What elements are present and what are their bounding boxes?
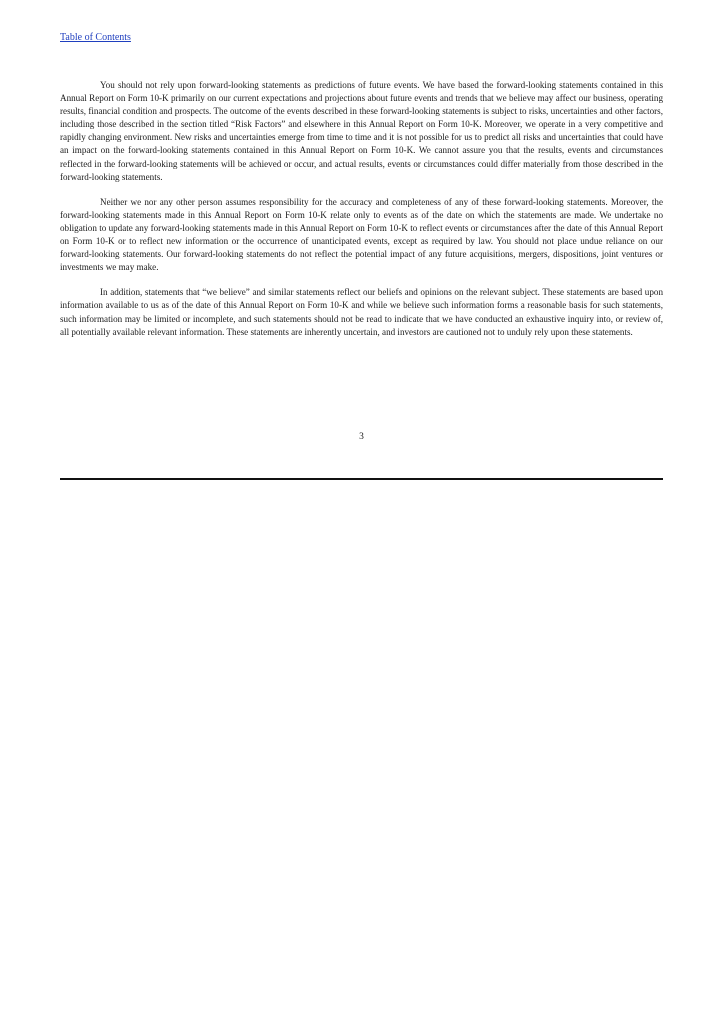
document-body [60,79,663,351]
page-number: 3 [359,432,364,442]
page-divider [60,478,663,480]
table-of-contents-link[interactable]: Table of Contents [60,32,131,43]
paragraph-responsibility-disclaimer: Neither we nor any other person assumes responsibility for the accuracy and completeness of any of these forward-looking statements. Moreover, the forward-looking statements made in this Annual Report on Form 10-K relate only to events as of the date on which the statements are made. We undertake no obligation to update any forward-looking statements made in this Annual Report on Form 10-K to reflect events or circumstances after the date of this Annual Report on Form 10-K or to reflect new information or the occurrence of unanticipated events, except as required by law. You should not place undue reliance on our forward-looking statements. Our forward-looking statements do not reflect the potential impact of any future acquisitions, mergers, dispositions, joint ventures or investments we may make. [60,196,663,273]
paragraph-forward-looking-reliance: You should not rely upon forward-looking statements as predictions of future events. We have based the forward-looking statements contained in this Annual Report on Form 10-K primarily on our current expectations and projections about future events and trends that we believe may affect our business, operating results, financial condition and prospects. The outcome of the events described in these forward-looking statements is subject to risks, uncertainties and other factors, including those described in the section titled “Risk Factors” and elsewhere in this Annual Report on Form 10-K. Moreover, we operate in a very competitive and rapidly changing environment. New risks and uncertainties emerge from time to time and it is not possible for us to predict all risks and uncertainties that could have an impact on the forward-looking statements contained in this Annual Report on Form 10-K. We cannot assure you that the results, events and circumstances reflected in the forward-looking statements will be achieved or occur, and actual results, events or circumstances could differ materially from those described in the forward-looking statements. [60,80,663,182]
paragraph-beliefs-statements: In addition, statements that “we believe” and similar statements reflect our beliefs and opinions on the relevant subject. These statements are based upon information available to us as of the date of this Annual Report on Form 10-K and while we believe such information forms a reasonable basis for such statements, such information may be limited or incomplete, and such statements should not be read to indicate that we have conducted an exhaustive inquiry into, or review of, all potentially available relevant information. These statements are inherently uncertain, and investors are cautioned not to unduly rely upon these statements. [60,287,663,337]
